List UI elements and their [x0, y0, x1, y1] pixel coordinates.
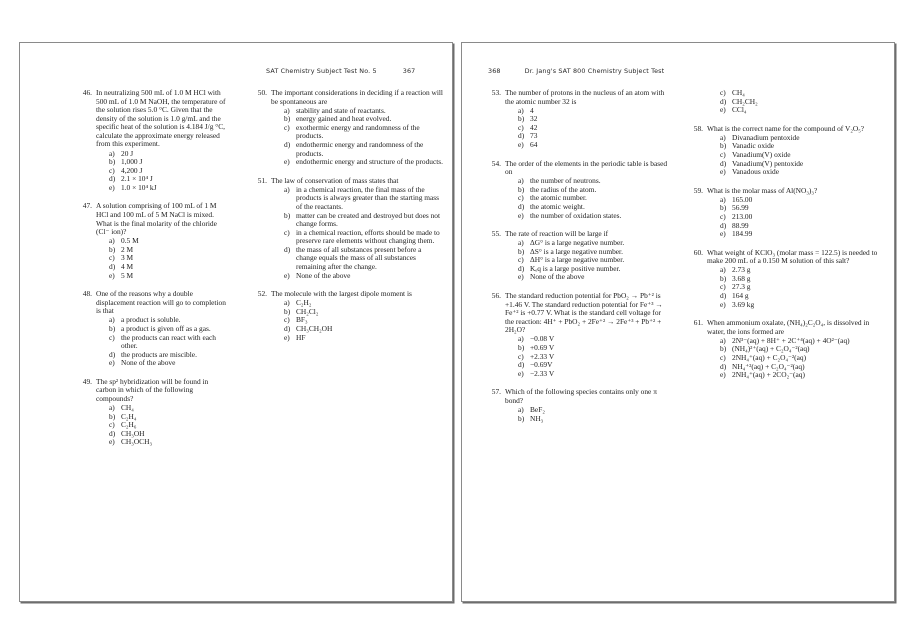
question-stem: The order of the elements in the periodic table is based on [505, 158, 668, 177]
option-letter: b) [720, 141, 727, 151]
option-text: Divanadium pentoxide [732, 132, 800, 142]
question-stem: What is the molar mass of Al(NO₃)₃? [707, 185, 818, 195]
answer-options [271, 186, 443, 280]
option-letter: e) [720, 167, 726, 177]
option-text: 2 M [121, 244, 134, 254]
option-text: 2.1 × 10⁴ J [121, 174, 153, 184]
option-letter: c) [109, 253, 115, 263]
option-text: 1,000 J [121, 157, 143, 167]
option-letter: a) [109, 315, 115, 325]
answer-option[interactable] [284, 325, 443, 334]
option-letter: e) [518, 139, 524, 149]
option-letter: c) [109, 332, 115, 342]
question-stem: What weight of KClO₃ (molar mass = 122.5) is needed to make 200 mL of a 0.150 M solution of this salt? [707, 247, 878, 266]
question-56 [488, 292, 669, 378]
option-letter: a) [518, 334, 524, 344]
option-letter: d) [284, 244, 291, 254]
question-58 [690, 125, 885, 177]
answer-options [505, 177, 669, 220]
option-letter: c) [720, 353, 726, 363]
option-text: Vanadium(V) oxide [732, 149, 791, 159]
option-text: 42 [530, 122, 538, 132]
question-number: 48. [82, 289, 92, 299]
left-page-folio: 367 [402, 67, 416, 75]
option-letter: b) [720, 203, 727, 213]
option-text: CH₄ [732, 88, 745, 97]
option-text: −0.69V [530, 360, 553, 370]
option-letter: b) [720, 344, 727, 354]
option-letter: c) [518, 122, 524, 132]
option-text: C₂H₆ [121, 420, 137, 430]
answer-option[interactable] [518, 370, 669, 379]
answer-option[interactable] [720, 230, 885, 239]
question-number: 55. [491, 229, 501, 239]
option-text: 56.99 [732, 203, 749, 213]
answer-option[interactable] [518, 132, 669, 141]
option-letter: c) [284, 227, 290, 237]
option-text: NH₄⁺²(aq) + C₂O₄⁻²(aq) [732, 361, 805, 371]
answer-options [96, 316, 227, 367]
option-letter: e) [109, 437, 115, 447]
option-text: a product is soluble. [121, 315, 181, 325]
option-letter: a) [720, 335, 726, 345]
option-text: Vanadic oxide [732, 141, 775, 151]
option-text: 0.5 M [121, 236, 139, 246]
option-text: 4 M [121, 261, 134, 271]
option-text: (NH₄)²⁺(aq) + C₂O₄⁻²(aq) [732, 344, 810, 354]
option-text: the number of oxidation states. [530, 210, 622, 220]
left-page-running-head [266, 67, 415, 75]
answer-options [707, 196, 885, 239]
right-page [461, 42, 895, 602]
option-text: Vanadium(V) pentoxide [732, 158, 804, 168]
answer-option[interactable] [284, 212, 443, 229]
question-number: 47. [82, 201, 92, 211]
option-letter: e) [720, 229, 726, 239]
option-letter: b) [109, 411, 116, 421]
option-letter: c) [720, 282, 726, 292]
question-50 [254, 89, 443, 167]
answer-options [505, 335, 669, 378]
option-letter: a) [109, 403, 115, 413]
option-text: exothermic energy and randomness of the products. [296, 122, 420, 141]
question-stem: What is the correct name for the compound of V₂O₅? [707, 123, 865, 133]
option-letter: e) [720, 299, 726, 309]
option-text: CH₃OCH₃ [121, 437, 153, 447]
option-text: +2.33 V [530, 351, 555, 361]
option-letter: e) [284, 270, 290, 280]
option-text: 3.68 g [732, 273, 751, 283]
left-page-columns [20, 89, 452, 595]
question-number: 51. [257, 175, 267, 185]
option-text: C₂H₄ [121, 411, 137, 421]
question-54 [488, 160, 669, 221]
question-number: 61. [693, 318, 703, 328]
option-letter: d) [284, 323, 291, 333]
option-letter: c) [720, 211, 726, 221]
option-letter: e) [518, 272, 524, 282]
right-page-columns [462, 89, 894, 595]
right-page-running-head [488, 67, 664, 75]
option-text: None of the above [530, 272, 585, 282]
option-text: the products can react with each other. [121, 332, 217, 351]
question-57 [488, 388, 669, 423]
option-text: the radius of the atom. [530, 184, 597, 194]
option-text: CH₂CH₂ [732, 96, 758, 106]
answer-option[interactable] [109, 184, 227, 193]
option-letter: c) [284, 122, 290, 132]
option-text: 1.0 × 10⁴ kJ [121, 182, 157, 192]
answer-options [707, 134, 885, 177]
option-text: 165.00 [732, 194, 753, 204]
option-text: NH₃ [530, 413, 544, 423]
option-letter: b) [518, 114, 525, 124]
option-letter: d) [720, 361, 727, 371]
option-letter: a) [284, 105, 290, 115]
answer-option[interactable] [284, 272, 443, 281]
answer-option[interactable] [109, 334, 227, 351]
option-letter: d) [109, 349, 116, 359]
option-letter: a) [284, 184, 290, 194]
answer-options [707, 266, 885, 309]
option-letter: a) [518, 176, 524, 186]
option-text: the mass of all substances present before a change equals the mass of all substances remaining after the change. [296, 244, 422, 271]
answer-options [707, 337, 885, 380]
question-number: 53. [491, 88, 501, 97]
question-stem: A solution comprising of 100 mL of 1 M HCl and 100 mL of 5 M NaCl is mixed. What is the final molarity of the chloride (Cl⁻ ion)? [96, 201, 217, 237]
option-letter: e) [109, 182, 115, 192]
option-letter: b) [518, 413, 525, 423]
option-text: 2N³⁻(aq) + 8H⁺ + 2C⁺⁴(aq) + 4O²⁻(aq) [732, 335, 850, 345]
answer-option[interactable] [284, 158, 443, 167]
answer-option[interactable] [518, 115, 669, 124]
question-number: 50. [257, 88, 267, 97]
right-page-header-title: Dr. Jang's SAT 800 Chemistry Subject Test [524, 67, 665, 75]
right-page-folio: 368 [488, 67, 501, 75]
option-letter: b) [720, 273, 727, 283]
option-letter: e) [109, 270, 115, 280]
question-57-continued [690, 89, 885, 115]
option-text: 3 M [121, 253, 134, 263]
question-number: 49. [82, 376, 92, 386]
question-number: 58. [693, 123, 703, 133]
option-letter: c) [518, 193, 524, 203]
option-letter: b) [109, 157, 116, 167]
option-text: ΔG° is a large negative number. [530, 238, 625, 248]
option-letter: b) [284, 114, 291, 124]
option-text: the products are miscible. [121, 349, 197, 359]
question-stem: The law of conservation of mass states that [271, 175, 399, 185]
option-text: endothermic energy and randomness of the products. [296, 139, 424, 158]
left-page-column-1 [20, 89, 236, 595]
option-text: CH₂Cl₂ [296, 306, 319, 316]
option-text: 2.73 g [732, 265, 751, 275]
answer-option[interactable] [284, 141, 443, 158]
option-text: 27.3 g [732, 282, 751, 292]
option-text: Vanadous oxide [732, 167, 780, 177]
right-page-column-1 [462, 89, 678, 595]
option-letter: d) [720, 291, 727, 301]
answer-options [271, 107, 443, 167]
question-stem: The rate of reaction will be large if [505, 229, 609, 239]
question-stem: The molecule with the largest dipole moment is [271, 289, 412, 299]
answer-option[interactable] [284, 334, 443, 343]
option-letter: a) [720, 132, 726, 142]
answer-option[interactable] [518, 107, 669, 116]
option-letter: a) [109, 148, 115, 158]
answer-option[interactable] [518, 415, 669, 424]
option-text: None of the above [296, 270, 351, 280]
option-letter: b) [518, 246, 525, 256]
answer-options [96, 150, 227, 193]
question-stem: In neutralizing 500 mL of 1.0 M HCl with 500 mL of 1.0 M NaOH, the temperature of the solution rises 5.0 °C. Given that the density of the solution is 1.0 g/mL and the specific heat of the solution is 4.184 J/g °C, calculate the approximate energy released from this experiment. [96, 88, 226, 149]
option-text: 2NH₄⁺(aq) + 2CO₂⁻(aq) [732, 370, 805, 380]
option-letter: c) [109, 420, 115, 430]
left-page-header-title: SAT Chemistry Subject Test No. 5 [266, 67, 377, 75]
option-text: Kₑq is a large positive number. [530, 263, 621, 273]
option-text: matter can be created and destroyed but does not change forms. [296, 210, 441, 229]
option-text: 64 [530, 139, 538, 149]
option-text: 213.00 [732, 211, 753, 221]
option-letter: d) [720, 158, 727, 168]
question-number: 52. [257, 289, 267, 299]
option-text: 32 [530, 114, 538, 124]
answer-options [707, 89, 885, 115]
option-text: 20 J [121, 148, 134, 158]
option-text: in a chemical reaction, efforts should be made to preserve rare elements without changing them. [296, 227, 440, 246]
question-number: 54. [491, 158, 501, 168]
option-letter: d) [518, 201, 525, 211]
answer-option[interactable] [109, 359, 227, 368]
question-stem: The sp² hybridization will be found in carbon in which of the following compounds? [96, 376, 209, 403]
answer-options [96, 237, 227, 280]
answer-option[interactable] [284, 124, 443, 141]
question-number: 56. [491, 291, 501, 301]
question-number: 57. [491, 387, 501, 397]
option-text: a product is given off as a gas. [121, 323, 211, 333]
option-text: stability and state of reactants. [296, 105, 386, 115]
option-letter: d) [518, 263, 525, 273]
option-text: 3.69 kg [732, 299, 755, 309]
question-number: 46. [82, 88, 92, 97]
option-letter: c) [284, 315, 290, 325]
question-52 [254, 290, 443, 342]
option-text: ΔH° is a large negative number. [530, 255, 625, 265]
answer-option[interactable] [518, 273, 669, 282]
option-text: endothermic energy and structure of the products. [296, 157, 444, 167]
option-letter: c) [720, 149, 726, 159]
option-letter: e) [284, 332, 290, 342]
option-letter: b) [518, 343, 525, 353]
option-letter: e) [518, 210, 524, 220]
option-text: CH₄ [121, 403, 134, 413]
question-60 [690, 249, 885, 310]
option-text: the atomic weight. [530, 201, 585, 211]
option-letter: d) [284, 139, 291, 149]
answer-options [505, 239, 669, 282]
question-55 [488, 230, 669, 282]
question-stem: The important considerations in deciding if a reaction will be spontaneous are [271, 88, 443, 106]
answer-option[interactable] [518, 124, 669, 133]
answer-option[interactable] [720, 168, 885, 177]
answer-option[interactable] [720, 301, 885, 310]
option-letter: b) [518, 184, 525, 194]
answer-options [505, 406, 669, 423]
answer-option[interactable] [109, 438, 227, 447]
option-letter: d) [720, 96, 727, 106]
option-text: 88.99 [732, 220, 749, 230]
option-text: CH₃CH₂OH [296, 323, 333, 333]
question-stem: When ammonium oxalate, (NH₄)₂C₂O₄, is dissolved in water, the ions formed are [707, 318, 870, 336]
option-letter: a) [720, 265, 726, 275]
option-letter: c) [109, 165, 115, 175]
option-letter: d) [518, 360, 525, 370]
option-text: 164 g [732, 291, 749, 301]
question-46 [79, 89, 227, 192]
left-page-column-2 [236, 89, 452, 595]
option-letter: e) [720, 370, 726, 380]
option-text: CCl₄ [732, 105, 747, 115]
left-page [19, 42, 453, 602]
answer-option[interactable] [284, 246, 443, 272]
answer-options [505, 107, 669, 150]
option-text: in a chemical reaction, the final mass of the products is always greater than the starting mass of the reactants. [296, 184, 440, 211]
answer-option[interactable] [284, 229, 443, 246]
question-number [690, 89, 707, 115]
question-53 [488, 89, 669, 150]
option-letter: a) [518, 238, 524, 248]
option-letter: a) [518, 105, 524, 115]
answer-options [271, 299, 443, 342]
option-letter: a) [284, 298, 290, 308]
option-text: BeF₂ [530, 405, 545, 414]
question-stem: One of the reasons why a double displacement reaction will go to completion is that [96, 289, 226, 316]
answer-option[interactable] [720, 371, 885, 380]
option-text: +0.69 V [530, 343, 555, 353]
answer-option[interactable] [284, 186, 443, 212]
option-letter: a) [720, 194, 726, 204]
option-text: ΔS° is a large negative number. [530, 246, 623, 256]
answer-option[interactable] [518, 212, 669, 221]
question-stem: The standard reduction potential for PbO₂ → Pb⁺² is +1.46 V. The standard reduction potential for Fe⁺³ → Fe⁺² is +0.77 V. What is the standard cell voltage for the reaction: 4H⁺ + PbO₂ + 2Fe⁺² → 2Fe⁺³ + Pb⁺² + 2H₂O? [505, 291, 663, 335]
option-letter: d) [109, 428, 116, 438]
option-letter: e) [720, 105, 726, 115]
option-letter: b) [109, 244, 116, 254]
option-letter: b) [284, 306, 291, 316]
question-61 [690, 319, 885, 380]
option-letter: d) [109, 174, 116, 184]
question-51 [254, 177, 443, 280]
question-59 [690, 187, 885, 239]
option-text: −2.33 V [530, 368, 555, 378]
option-text: None of the above [121, 358, 176, 368]
question-number: 59. [693, 185, 703, 195]
option-text: 184.99 [732, 229, 753, 239]
option-text: 4,200 J [121, 165, 143, 175]
option-letter: b) [109, 323, 116, 333]
option-letter: d) [518, 131, 525, 141]
option-text: the number of neutrons. [530, 176, 601, 186]
option-text: 73 [530, 131, 538, 141]
option-letter: d) [109, 261, 116, 271]
question-48 [79, 290, 227, 368]
option-text: energy gained and heat evolved. [296, 114, 392, 124]
option-text: the atomic number. [530, 193, 587, 203]
right-page-column-2 [678, 89, 894, 595]
option-text: C₂H₂ [296, 298, 312, 308]
option-text: HF [296, 332, 306, 342]
question-47 [79, 202, 227, 280]
option-text: CH₃OH [121, 428, 145, 438]
question-number: 60. [693, 247, 703, 257]
option-letter: e) [518, 368, 524, 378]
option-letter: e) [284, 157, 290, 167]
option-letter: e) [109, 358, 115, 368]
option-text: BF₃ [296, 315, 308, 325]
question-49 [79, 378, 227, 447]
option-letter: c) [518, 255, 524, 265]
option-text: 2NH₄⁺(aq) + C₂O₄⁻²(aq) [732, 353, 807, 363]
option-text: 5 M [121, 270, 134, 280]
option-text: 4 [530, 105, 534, 115]
option-text: −0.08 V [530, 334, 555, 344]
answer-option[interactable] [518, 141, 669, 150]
answer-option[interactable] [109, 272, 227, 281]
answer-options [96, 404, 227, 447]
option-letter: d) [720, 220, 727, 230]
question-stem: Which of the following species contains only one π bond? [505, 387, 657, 405]
answer-option[interactable] [720, 106, 885, 115]
question-stem: The number of protons in the nucleus of an atom with the atomic number 32 is [505, 88, 665, 106]
option-letter: c) [720, 88, 726, 97]
option-letter: b) [284, 210, 291, 220]
option-letter: a) [109, 236, 115, 246]
option-letter: a) [518, 405, 524, 414]
option-letter: c) [518, 351, 524, 361]
